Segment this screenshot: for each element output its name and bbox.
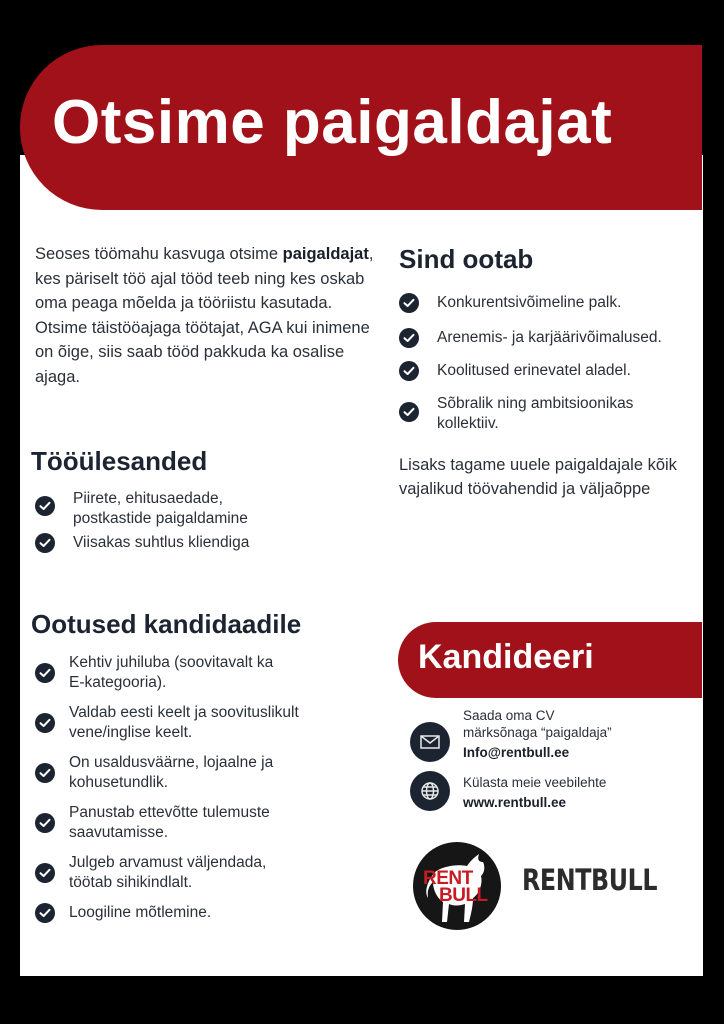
- offer-extra-paragraph: Lisaks tagame uuele paigaldajale kõik vajalikud töövahendid ja väljaõppe: [399, 456, 677, 498]
- email-link[interactable]: Info@rentbull.ee: [463, 745, 570, 760]
- item-line-1: Konkurentsivõimeline palk.: [437, 294, 622, 311]
- check-circle-icon: [399, 293, 419, 313]
- check-circle-icon: [399, 361, 419, 381]
- list-item: [35, 703, 365, 753]
- item-line-1: Loogiline mõtlemine.: [69, 904, 212, 921]
- hero-banner: [20, 45, 702, 210]
- item-line-2: vene/inglise keelt.: [69, 723, 193, 741]
- rentbull-logo: [413, 842, 501, 930]
- item-line-1: Panustab ettevõtte tulemuste: [69, 804, 270, 821]
- check-circle-icon: [35, 903, 55, 923]
- check-circle-icon: [35, 763, 55, 783]
- intro-paragraph: [35, 242, 375, 389]
- item-line-2: saavutamisse.: [69, 823, 169, 841]
- list-item: [35, 653, 365, 703]
- item-line-2: E-kategooria).: [69, 673, 167, 691]
- check-circle-icon: [399, 402, 419, 422]
- item-line-2: postkastide paigaldamine: [73, 509, 248, 527]
- intro-text-end: , kes päriselt töö ajal tööd teeb ning kes oskab oma peaga mõelda ja tööriistu kasutada. Otsime täistööajaga töötajat, AGA kui inimene on õige, siis saab tööd pakkuda ka osalise ajaga.: [35, 245, 374, 386]
- email-instruction-line-2: märksõnaga “paigaldaja”: [463, 725, 612, 740]
- list-item: [399, 394, 704, 434]
- list-item: [35, 489, 355, 533]
- list-item: [35, 903, 365, 927]
- check-circle-icon: [35, 533, 55, 553]
- mail-icon: [410, 722, 450, 762]
- item-line-1: Piirete, ehitusaedade,: [73, 490, 223, 507]
- check-circle-icon: [399, 328, 419, 348]
- tasks-list: [35, 489, 355, 563]
- email-instruction-line-1: Saada oma CV: [463, 708, 555, 723]
- expectations-heading: Ootused kandidaadile: [31, 609, 302, 639]
- list-item: [399, 361, 704, 394]
- item-line-2: kollektiiv.: [437, 414, 499, 432]
- check-circle-icon: [35, 713, 55, 733]
- list-item: [35, 853, 365, 903]
- list-item: [35, 803, 365, 853]
- check-circle-icon: [35, 863, 55, 883]
- apply-heading: Kandideeri: [418, 638, 594, 676]
- intro-text-start: Seoses töömahu kasvuga otsime: [35, 245, 283, 263]
- item-line-1: Arenemis- ja karjäärivõimalused.: [437, 329, 662, 346]
- item-line-1: Julgeb arvamust väljendada,: [69, 854, 267, 871]
- item-line-1: On usaldusväärne, lojaalne ja: [69, 754, 274, 771]
- offer-list: [399, 293, 704, 434]
- check-circle-icon: [35, 496, 55, 516]
- check-circle-icon: [35, 663, 55, 683]
- logo-text-rent: RENT: [423, 868, 473, 889]
- logo-text-bull: BULL: [439, 885, 488, 906]
- offer-heading: Sind ootab: [399, 244, 534, 274]
- website-link[interactable]: www.rentbull.ee: [463, 795, 567, 810]
- item-line-1: Valdab eesti keelt ja soovituslikult: [69, 704, 299, 721]
- apply-banner: [398, 622, 702, 698]
- check-circle-icon: [35, 813, 55, 833]
- item-line-1: Koolitused erinevatel aladel.: [437, 362, 631, 379]
- item-line-1: Viisakas suhtlus kliendiga: [73, 534, 250, 551]
- expectations-list: [35, 653, 365, 927]
- item-line-2: töötab sihikindlalt.: [69, 873, 193, 891]
- list-item: [35, 533, 355, 563]
- globe-icon: [410, 771, 450, 811]
- tasks-heading: Tööülesanded: [31, 446, 208, 476]
- website-instruction: Külasta meie veebilehte: [463, 775, 607, 790]
- intro-bold: paigaldajat: [282, 245, 369, 263]
- item-line-1: Sõbralik ning ambitsioonikas: [437, 395, 634, 412]
- item-line-2: kohusetundlik.: [69, 773, 169, 791]
- brand-wordmark: RENTBULL: [522, 863, 658, 897]
- list-item: [35, 753, 365, 803]
- list-item: [399, 328, 704, 361]
- item-line-1: Kehtiv juhiluba (soovitavalt ka: [69, 654, 274, 671]
- page-title: Otsime paigaldajat: [52, 88, 613, 157]
- list-item: [399, 293, 704, 328]
